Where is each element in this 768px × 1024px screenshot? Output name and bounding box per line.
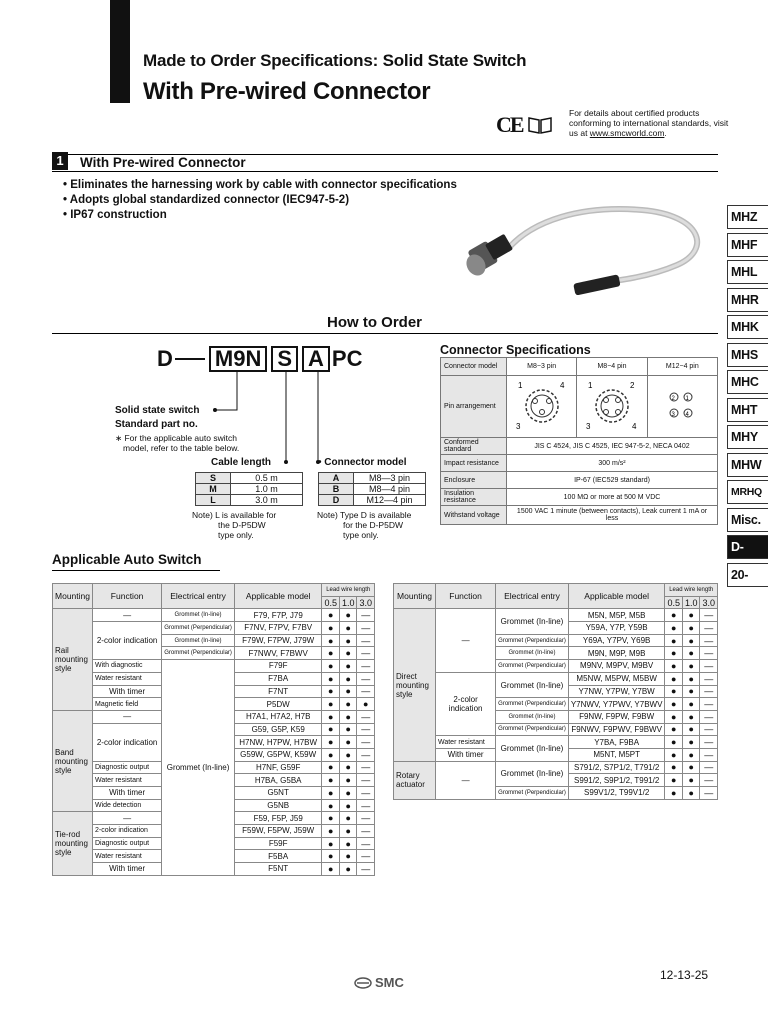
certification-note: For details about certified products conforming to international standards, visit us at www.smcworld.com.	[569, 108, 729, 138]
table-row: Direct mounting style — Grommet (In-line) M5N, M5P, M5B ● ● —	[394, 609, 718, 622]
table-row: Pin arrangement 1 4 3 1 2 3 4 2 1 3 4	[441, 376, 718, 438]
tab-mrhq[interactable]: MRHQ	[727, 480, 768, 504]
table-row: With timer F7NT ● ● —	[53, 685, 375, 698]
tab-mhl[interactable]: MHL	[727, 260, 768, 284]
ce-mark-icon: CE	[496, 112, 523, 137]
tab-mhr[interactable]: MHR	[727, 288, 768, 312]
table-row: S991/2, S9P1/2, T991/2 ● ● —	[394, 774, 718, 787]
table-row: Grommet (Perpendicular) F9NWV, F9PWV, F9BWV ● ● —	[394, 723, 718, 736]
table-row: Tie-rod mounting style — F59, F5P, J59 ● ● —	[53, 812, 375, 825]
table-row: Water resistant H7BA, G5BA ● ● —	[53, 774, 375, 787]
tab-mhc[interactable]: MHC	[727, 370, 768, 394]
table-row: Grommet (Perpendicular) Y7NWV, Y7PWV, Y7BWV ● ● —	[394, 698, 718, 711]
svg-text:3: 3	[585, 421, 591, 431]
table-row: Impact resistance 300 m/s²	[441, 455, 718, 472]
table-row: Diagnostic output F59F ● ● —	[53, 837, 375, 850]
code-prefix: D	[157, 346, 173, 371]
auto-switch-table-left	[52, 583, 375, 876]
table-row: 2-color indication Grommet (In-line) M5NW, M5PW, M5BW ● ● —	[394, 672, 718, 685]
table-row: Conformed standard JIS C 4524, JIS C 4525, IEC 947-5-2, NECA 0402	[441, 438, 718, 455]
table-row: Rotary actuator — Grommet (In-line) S791/2, S7P1/2, T791/2 ● ● —	[394, 761, 718, 774]
svg-text:3: 3	[515, 421, 521, 431]
table-row: Water resistant F5BA ● ● —	[53, 850, 375, 863]
table-row: 0.5 1.0 3.0	[53, 596, 375, 609]
bullet-item: • IP67 construction	[63, 209, 167, 221]
section-number: 1	[52, 152, 68, 170]
header-accent-bar	[110, 0, 130, 103]
auto-switch-table-right	[393, 583, 718, 800]
tab-mhs[interactable]: MHS	[727, 343, 768, 367]
svg-text:2: 2	[629, 380, 635, 390]
table-row: Wide detection G5NB ● ● —	[53, 799, 375, 812]
table-row: Grommet (Perpendicular) M9NV, M9PV, M9BV ● ● —	[394, 660, 718, 673]
table-row: D M12—4 pin	[319, 495, 426, 506]
table-row: S 0.5 m	[196, 473, 303, 484]
tab-mhf[interactable]: MHF	[727, 233, 768, 257]
connector-specs-table	[440, 357, 718, 525]
smc-logo: SMC	[354, 975, 404, 990]
auto-switch-rule	[52, 570, 220, 571]
standard-part-label: Standard part no.	[115, 419, 198, 430]
solid-state-switch-label: Solid state switch	[115, 405, 200, 416]
cable-length-title: Cable length	[211, 457, 272, 468]
connector-model-title: • Connector model	[318, 457, 407, 468]
svg-text:1: 1	[587, 380, 593, 390]
table-row: 0.5 1.0 3.0	[394, 596, 718, 609]
svg-text:3: 3	[671, 411, 676, 418]
svg-text:1: 1	[685, 395, 690, 402]
table-row: 2-color indication F59W, F5PW, J59W ● ● —	[53, 825, 375, 838]
table-row: Mounting Function Electrical entry Applicable model Lead wire length	[53, 584, 375, 597]
table-row: With timer G5NT ● ● —	[53, 787, 375, 800]
code-dash	[175, 358, 205, 360]
pin-diagram-m8-3	[507, 376, 577, 438]
pin-diagram-m8-4	[577, 376, 647, 438]
how-to-order-title: How to Order	[327, 314, 423, 331]
connector-product-image	[462, 190, 720, 305]
svg-text:4: 4	[685, 411, 690, 418]
bullet-item: • Adopts global standardized connector (IEC947-5-2)	[63, 194, 350, 206]
table-row: Grommet (Perpendicular) F7NWV, F7BWV ● ● —	[53, 647, 375, 660]
table-row: Y7NW, Y7PW, Y7BW ● ● —	[394, 685, 718, 698]
table-row: With diagnostic Grommet (In-line) F79F ● ● —	[53, 660, 375, 673]
table-row: Withstand voltage 1500 VAC 1 minute (between contacts), Leak current 1 mA or less	[441, 506, 718, 525]
table-row: Mounting Function Electrical entry Applicable model Lead wire length	[394, 584, 718, 597]
code-switch-model: M9N	[209, 346, 267, 372]
table-row: Water resistant F7BA ● ● —	[53, 672, 375, 685]
connector-model-note: Note) Type D is available for the D-P5DW type only.	[317, 510, 412, 540]
table-row: Enclosure IP-67 (IEC529 standard)	[441, 472, 718, 489]
table-row: Grommet (Perpendicular) Y69A, Y7PV, Y69B ● ● —	[394, 634, 718, 647]
series-side-tabs	[727, 205, 768, 590]
table-row: H7NW, H7PW, H7BW ● ● —	[53, 736, 375, 749]
connector-specs-title: Connector Specifications	[440, 343, 591, 357]
certification-icons	[496, 114, 553, 136]
code-cable-length: S	[271, 346, 298, 372]
part-number-code	[157, 346, 362, 372]
tab-20[interactable]: 20-	[727, 563, 768, 587]
order-leader-lines	[200, 370, 340, 470]
bullet-item: • Eliminates the harnessing work by cable with connector specifications	[63, 179, 457, 191]
table-row: Rail mounting style — Grommet (In-line) F79, F7P, J79 ● ● —	[53, 609, 375, 622]
table-row: M 1.0 m	[196, 484, 303, 495]
table-row: Grommet (In-line) F79W, F7PW, J79W ● ● —	[53, 634, 375, 647]
applicable-note: ∗ For the applicable auto switch model, refer to the table below.	[115, 433, 240, 453]
table-row: 2-color indication G59, G5P, K59 ● ● —	[53, 723, 375, 736]
table-row: Grommet (In-line) M9N, M9P, M9B ● ● —	[394, 647, 718, 660]
table-row: Water resistant Grommet (In-line) Y7BA, F9BA ● ● —	[394, 736, 718, 749]
book-icon	[527, 115, 553, 135]
table-row: Grommet (In-line) F9NW, F9PW, F9BW ● ● —	[394, 710, 718, 723]
tab-misc[interactable]: Misc.	[727, 508, 768, 532]
svg-text:2: 2	[671, 395, 676, 402]
auto-switch-title: Applicable Auto Switch	[52, 552, 202, 567]
cable-length-note: Note) L is available for the D-P5DW type only.	[192, 510, 277, 540]
table-row: 2-color indication Grommet (Perpendicular) F7NV, F7PV, F7BV ● ● —	[53, 622, 375, 635]
cable-length-table	[195, 472, 303, 506]
connector-model-table	[318, 472, 426, 506]
page-subtitle: Made to Order Specifications: Solid State Switch	[143, 51, 527, 70]
table-row: Diagnostic output H7NF, G59F ● ● —	[53, 761, 375, 774]
tab-mht[interactable]: MHT	[727, 398, 768, 422]
table-row: Magnetic field P5DW ● ● ●	[53, 698, 375, 711]
smc-logo-icon	[354, 977, 372, 989]
tab-mhw[interactable]: MHW	[727, 453, 768, 477]
svg-text:4: 4	[559, 380, 565, 390]
tab-d[interactable]: D-	[727, 535, 768, 559]
page-title: With Pre-wired Connector	[143, 78, 431, 105]
table-row: With timer M5NT, M5PT ● ● —	[394, 748, 718, 761]
tab-mhz[interactable]: MHZ	[727, 205, 768, 229]
table-row: Band mounting style — H7A1, H7A2, H7B ● ● —	[53, 710, 375, 723]
smcworld-link[interactable]: www.smcworld.com	[589, 128, 665, 138]
table-row: B M8—4 pin	[319, 484, 426, 495]
table-row: Insulation resistance 100 MΩ or more at 500 M VDC	[441, 489, 718, 506]
table-row: Connector model M8−3 pin M8−4 pin M12−4 pin	[441, 358, 718, 376]
section-title: With Pre-wired Connector	[80, 155, 246, 170]
page-number: 12-13-25	[660, 968, 709, 982]
svg-text:4: 4	[631, 421, 637, 431]
feature-bullets	[63, 178, 457, 223]
code-suffix: PC	[331, 346, 363, 371]
how-to-order-rule	[52, 333, 718, 334]
table-row: Y59A, Y7P, Y59B ● ● —	[394, 622, 718, 635]
table-row: Grommet (Perpendicular) S99V1/2, T99V1/2 ● ● —	[394, 787, 718, 800]
svg-text:1: 1	[517, 380, 523, 390]
code-connector-model: A	[302, 346, 330, 372]
table-row: With timer F5NT ● ● —	[53, 863, 375, 876]
table-row: L 3.0 m	[196, 495, 303, 506]
tab-mhy[interactable]: MHY	[727, 425, 768, 449]
table-row: G59W, G5PW, K59W ● ● —	[53, 748, 375, 761]
tab-mhk[interactable]: MHK	[727, 315, 768, 339]
table-row: A M8—3 pin	[319, 473, 426, 484]
pin-diagram-m12-4	[647, 376, 717, 438]
